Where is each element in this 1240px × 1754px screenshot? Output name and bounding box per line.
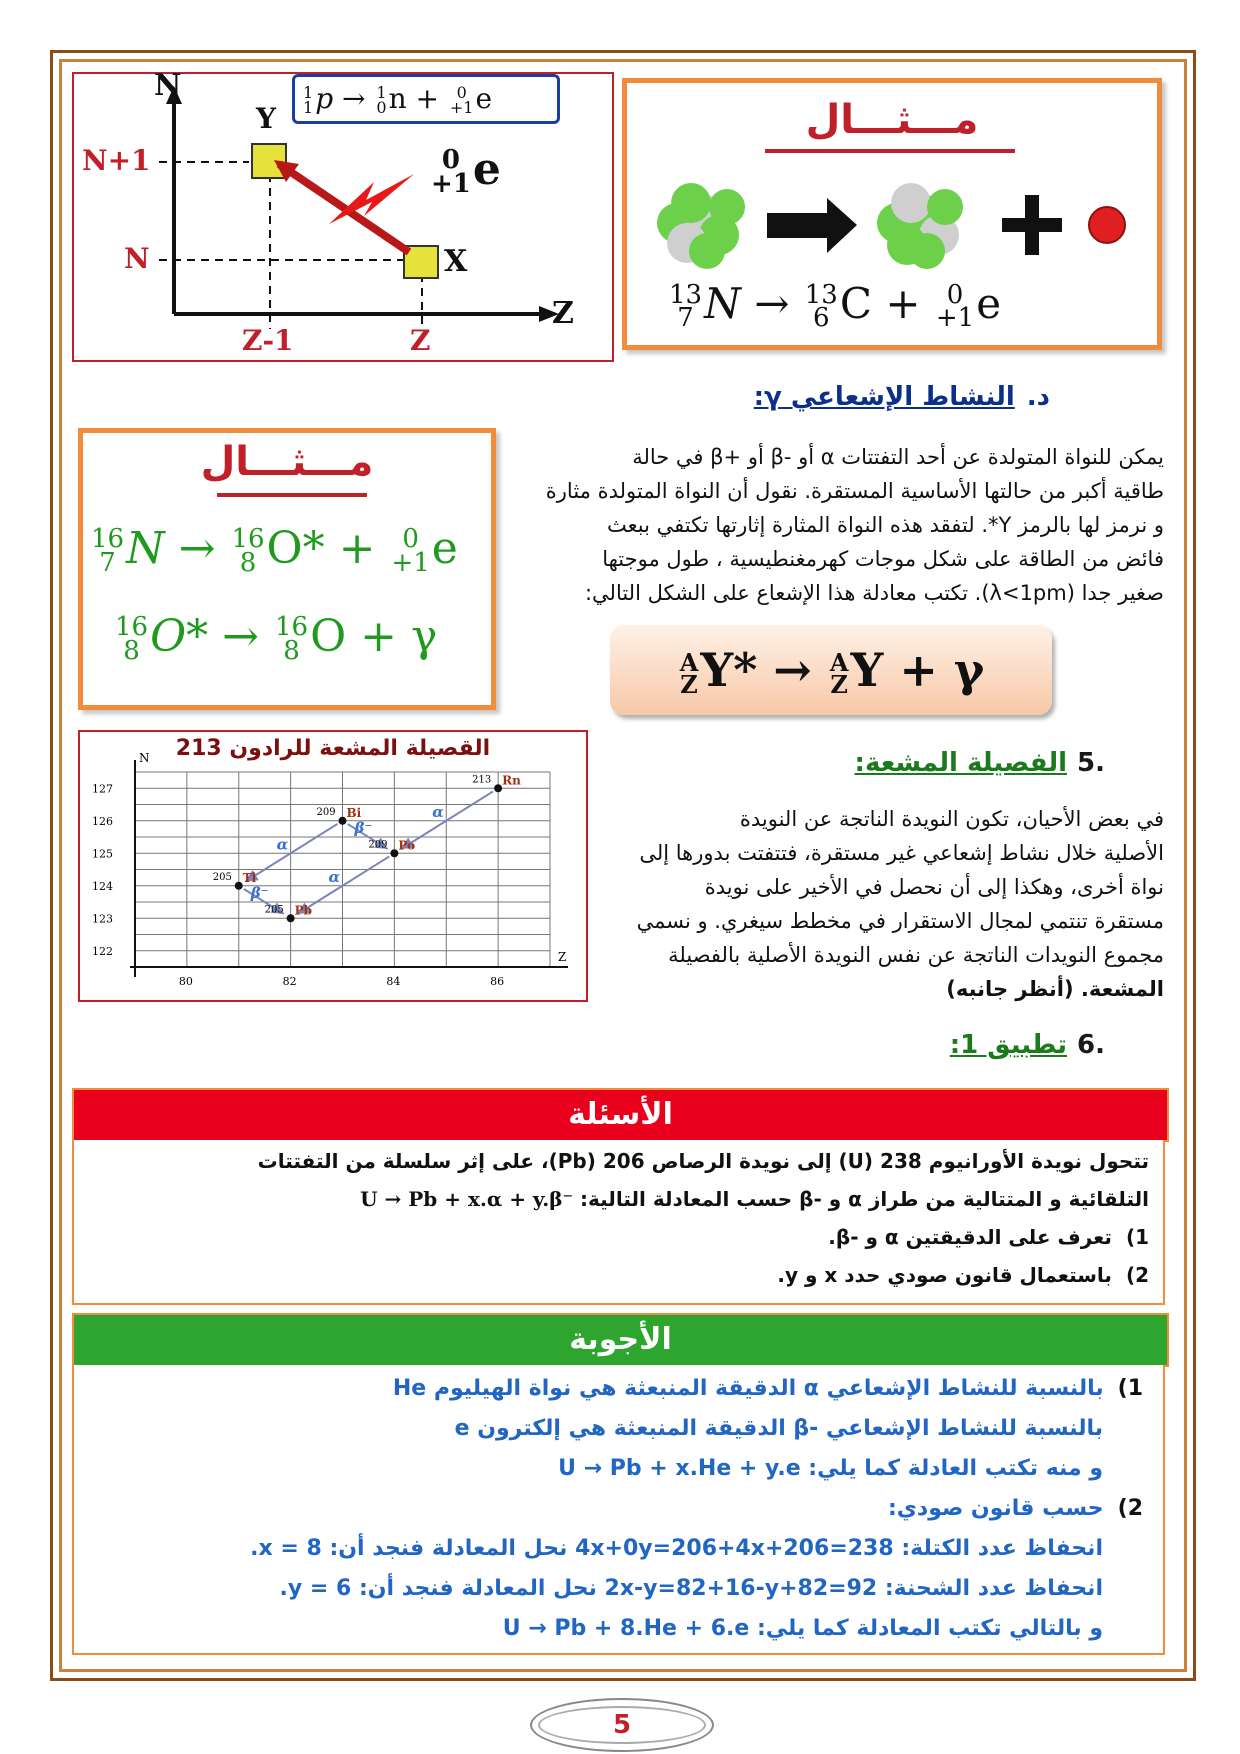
chart-point-name: Po xyxy=(398,838,416,853)
chart-point xyxy=(390,849,398,857)
chart-y-tick: 124 xyxy=(92,879,113,893)
chart-x-tick: 82 xyxy=(282,975,297,988)
example1-title-underline xyxy=(765,149,1015,153)
example2-eq1: 16 7 N → 16 8 O* + 0 +1 e xyxy=(91,523,458,578)
tick-n1-label: N+1 xyxy=(82,144,151,177)
chart-point-mass: 205 xyxy=(264,904,284,916)
questions-header: الأسئلة xyxy=(72,1088,1169,1142)
chart-transition-label: β⁻ xyxy=(250,884,269,902)
chart-x-tick: 86 xyxy=(490,975,505,988)
proton-decay-equation: 1 1 p → 1 0 n + 0 +1 e xyxy=(292,74,560,124)
chart-ylabel: N xyxy=(139,751,150,765)
chart-x-tick: 84 xyxy=(386,975,401,988)
plus-icon-v xyxy=(1025,195,1039,255)
chart-transition-label: α xyxy=(432,802,444,821)
example1-equation: 13 7 N → 13 6 C + 0 +1 e xyxy=(669,279,1002,333)
example2-title-underline xyxy=(217,493,367,497)
chart-point xyxy=(235,882,243,890)
radon-family-chart xyxy=(78,730,588,1002)
chart-x-tick: 80 xyxy=(178,975,193,988)
tick-z-label: Z xyxy=(410,324,431,357)
daughter-nucleus xyxy=(877,183,963,269)
family-heading: .5الفصيلة المشعة: xyxy=(854,748,1105,778)
gamma-paragraph: يمكن للنواة المتولدة عن أحد التفتتات α أو -β أو +β في حالة طاقية أكبر من حالتها الأساسية المستقرة. نقول أن النواة المتولدة مثارة و نرمز لها بالرمز Y*. لتفقد هذه النواة المثارة إثارتها تكتفي ببعث فائض من الطاقة على شكل موجات كهرمغنطيسية ، طول موجتها صغير جدا (λ<1pm). تكتب معادلة هذا الإشعاع على الشكل التالي: xyxy=(545,445,1164,605)
chart-point-mass: 209 xyxy=(368,839,388,851)
axis-z-label: Z xyxy=(552,296,574,331)
page-number: 5 xyxy=(612,1710,632,1740)
gamma-formula-box: A Z Y* → A Z Y + γ xyxy=(610,625,1052,715)
parent-nucleus xyxy=(657,183,745,269)
nucleus-y xyxy=(252,144,286,178)
chart-point xyxy=(494,784,502,792)
decay-arrow xyxy=(279,164,409,252)
chart-y-tick: 125 xyxy=(92,847,113,861)
chart-transition-label: β⁻ xyxy=(354,819,373,837)
chart-y-tick: 126 xyxy=(92,814,113,828)
example2-title: مـــثـــال xyxy=(200,439,374,485)
chart-plot xyxy=(80,732,586,1000)
decay-particles xyxy=(627,173,1157,283)
positron-label: 0 +1 e xyxy=(431,144,501,199)
chart-point-name: Rn xyxy=(502,773,521,788)
answers-header: الأجوبة xyxy=(72,1313,1169,1367)
chart-point-name: Tl xyxy=(242,870,257,885)
nucleus-x-label: X xyxy=(444,244,468,279)
nucleus-y-label: Y xyxy=(256,102,276,135)
chart-point-mass: 213 xyxy=(472,774,492,786)
chart-point-mass: 205 xyxy=(212,871,232,883)
example2-eq2: 16 8 O* → 16 8 O + γ xyxy=(115,611,438,666)
chart-transition-arrow xyxy=(246,824,338,882)
answers-body: 1)بالنسبة للنشاط الإشعاعي α الدقيقة المنبعثة هي نواة الهيليوم He بالنسبة للنشاط الإشعاعي -β الدقيقة المنبعثة هي إلكترون e و منه تكتب العادلة كما يلي: U → Pb + x.He + y.e 2)حسب قانون صودي: انحفاظ عدد الكتلة: 238=206+4x+0y=206+4x نحل المعادلة فنجد أن: 8 = x. انحفاظ عدد الشحنة: 92=82+2x-y=82+16-y نحل المعادلة فنجد أن: 6 = y. و بالتالي تكتب المعادلة كما يلي: U → Pb + 8.He + 6.e xyxy=(72,1365,1165,1655)
chart-title: القصيلة المشعة للرادون 213 xyxy=(175,736,491,761)
axis-n-label: N xyxy=(154,68,182,103)
chart-y-tick: 123 xyxy=(92,912,113,926)
positron-dot xyxy=(1089,207,1125,243)
tick-n-label: N xyxy=(124,242,150,275)
beta-plus-diagram xyxy=(72,68,614,362)
chart-point xyxy=(287,914,295,922)
chart-y-tick: 127 xyxy=(92,782,113,796)
example1-box xyxy=(622,78,1162,350)
lightning-icon xyxy=(329,174,414,224)
chart-transition-label: α xyxy=(328,867,341,886)
example2-box xyxy=(78,428,496,710)
chart-point-name: Pb xyxy=(294,903,313,918)
gamma-heading: د.النشاط الإشعاعي γ: xyxy=(753,382,1050,412)
chart-xlabel: Z xyxy=(558,950,567,964)
family-paragraph: في بعض الأحيان، تكون النويدة الناتجة عن النويدة الأصلية خلال نشاط إشعاعي غير مستقرة، فتتفتت بدورها إلى نواة أخرى، وهكذا إلى أن نحصل في الأخير على نويدة مستقرة تنتمي لمجال الاستقرار في مخطط سيغري. و نسمي مجموع النويدات الناتجة عن نفس النويدة الأصلية بالفصيلة المشعة. (أنظر جانبه) xyxy=(636,807,1164,1001)
reaction-arrow-icon xyxy=(767,198,857,253)
example1-title: مـــثـــال xyxy=(805,97,979,143)
questions-body: تتحول نويدة الأورانيوم 238 (U) إلى نويدة الرصاص 206 (Pb)، على إثر سلسلة من التفتتات التلقائية و المتتالية من طراز α و -β حسب المعادلة التالية: U → Pb + x.α + y.β⁻ 1)تعرف على الدقيقتين α و -β. 2)باستعمال قانون صودي حدد x و y. xyxy=(72,1140,1165,1305)
tick-z1-label: Z-1 xyxy=(242,324,294,357)
chart-point xyxy=(339,817,347,825)
chart-transition-label: α xyxy=(276,835,289,854)
chart-point-name: Bi xyxy=(346,805,362,820)
chart-y-tick: 122 xyxy=(92,944,113,958)
application-heading: .6تطبيق 1: xyxy=(949,1030,1105,1060)
page-number-badge xyxy=(530,1698,714,1752)
chart-point-mass: 209 xyxy=(316,806,336,818)
